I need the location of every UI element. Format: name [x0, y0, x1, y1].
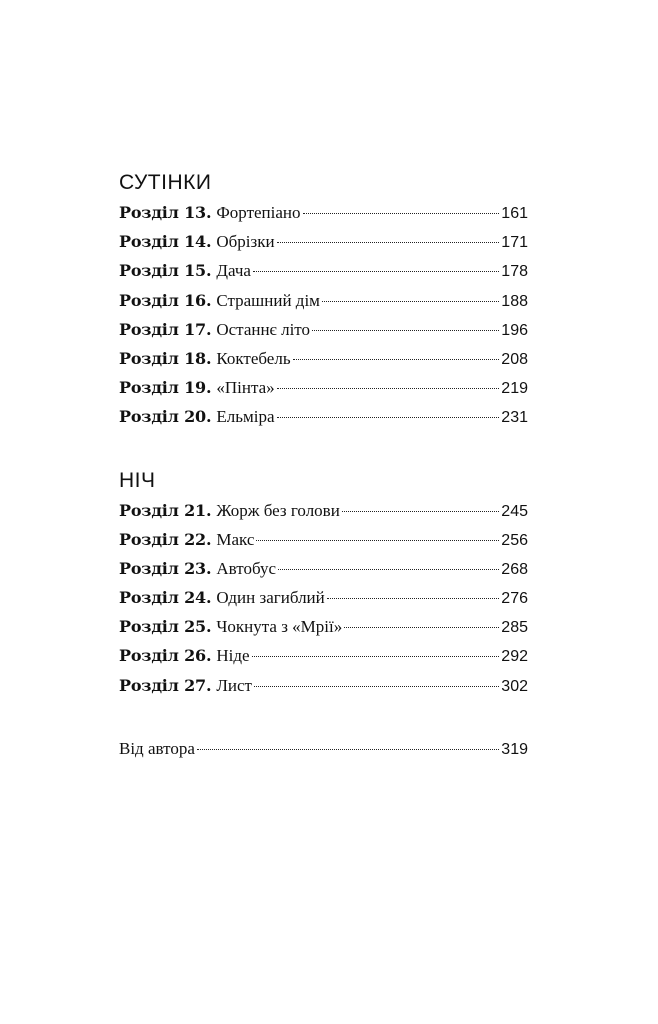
chapter-title: «Пінта»	[216, 378, 275, 398]
chapter-title: Коктебель	[216, 348, 291, 368]
chapter-number: Розділ 25.	[119, 617, 212, 637]
section-spacer	[119, 432, 528, 466]
dot-leader	[256, 540, 499, 541]
dot-leader	[322, 301, 499, 302]
chapter-title: Один загиблий	[216, 588, 325, 608]
toc-entry	[119, 671, 528, 700]
chapter-number: Розділ 21.	[119, 500, 212, 520]
dot-leader	[303, 213, 500, 214]
chapter-number: Розділ 26.	[119, 646, 212, 666]
chapter-title: Лист	[216, 675, 252, 695]
dot-leader	[293, 359, 500, 360]
chapter-number: Розділ 22.	[119, 529, 212, 549]
toc-entry	[119, 583, 528, 612]
toc-entry	[119, 525, 528, 554]
toc-entry	[119, 198, 528, 227]
dot-leader	[278, 569, 499, 570]
page-number: 245	[501, 502, 528, 520]
page-number: 196	[501, 321, 528, 339]
chapter-number: Розділ 14.	[119, 232, 212, 252]
toc-entry	[119, 344, 528, 373]
chapter-title: Ніде	[216, 646, 250, 666]
dot-leader	[254, 686, 499, 687]
page-number: 231	[501, 409, 528, 427]
chapter-title: Жорж без голови	[216, 500, 340, 520]
dot-leader	[277, 242, 500, 243]
page-number: 219	[501, 380, 528, 398]
page-number: 208	[501, 350, 528, 368]
toc-entry	[119, 256, 528, 285]
toc-entry	[119, 402, 528, 431]
page-number: 268	[501, 560, 528, 578]
dot-leader	[253, 271, 499, 272]
page-number: 285	[501, 619, 528, 637]
chapter-number: Розділ 16.	[119, 290, 212, 310]
page-number: 276	[501, 590, 528, 608]
dot-leader	[344, 627, 499, 628]
toc-entry	[119, 373, 528, 402]
dot-leader	[252, 656, 500, 657]
table-of-contents	[119, 168, 528, 764]
chapter-number: Розділ 19.	[119, 378, 212, 398]
page-number: 188	[501, 292, 528, 310]
chapter-title: Дача	[216, 261, 251, 281]
page-number: 161	[501, 205, 528, 222]
toc-entry	[119, 641, 528, 670]
afterword-title: Від автора	[119, 738, 195, 758]
section-spacer	[119, 700, 528, 734]
dot-leader	[342, 511, 499, 512]
section-title: НІЧ	[119, 468, 156, 492]
chapter-number: Розділ 23.	[119, 558, 212, 578]
dot-leader	[277, 388, 500, 389]
chapter-title: Останнє літо	[216, 319, 311, 339]
chapter-number: Розділ 13.	[119, 203, 212, 222]
chapter-number: Розділ 20.	[119, 407, 212, 427]
toc-entry	[119, 554, 528, 583]
page-number: 319	[501, 740, 528, 758]
chapter-title: Обрізки	[216, 232, 275, 252]
dot-leader	[277, 417, 500, 418]
toc-entry	[119, 612, 528, 641]
section-title: СУТІНКИ	[119, 171, 212, 194]
toc-section	[119, 466, 528, 700]
toc-entry	[119, 286, 528, 315]
dot-leader	[312, 330, 499, 331]
chapter-title: Ельміра	[216, 407, 275, 427]
chapter-number: Розділ 15.	[119, 261, 212, 281]
page-number: 302	[501, 677, 528, 695]
page-number: 256	[501, 531, 528, 549]
chapter-number: Розділ 18.	[119, 348, 212, 368]
chapter-title: Автобус	[216, 558, 276, 578]
toc-section	[119, 168, 528, 432]
dot-leader	[197, 749, 499, 750]
chapter-number: Розділ 17.	[119, 319, 212, 339]
chapter-number: Розділ 24.	[119, 588, 212, 608]
chapter-title: Макс	[216, 529, 255, 549]
page-number: 178	[501, 263, 528, 281]
toc-entry	[119, 496, 528, 525]
dot-leader	[327, 598, 500, 599]
page-number: 292	[501, 648, 528, 666]
page-number: 171	[501, 234, 528, 252]
toc-entry	[119, 227, 528, 256]
toc-entry-afterword	[119, 734, 528, 764]
chapter-title: Фортепіано	[216, 203, 301, 222]
toc-entry	[119, 315, 528, 344]
chapter-title: Страшний дім	[216, 290, 320, 310]
chapter-title: Чокнута з «Мрії»	[216, 617, 343, 637]
chapter-number: Розділ 27.	[119, 675, 212, 695]
